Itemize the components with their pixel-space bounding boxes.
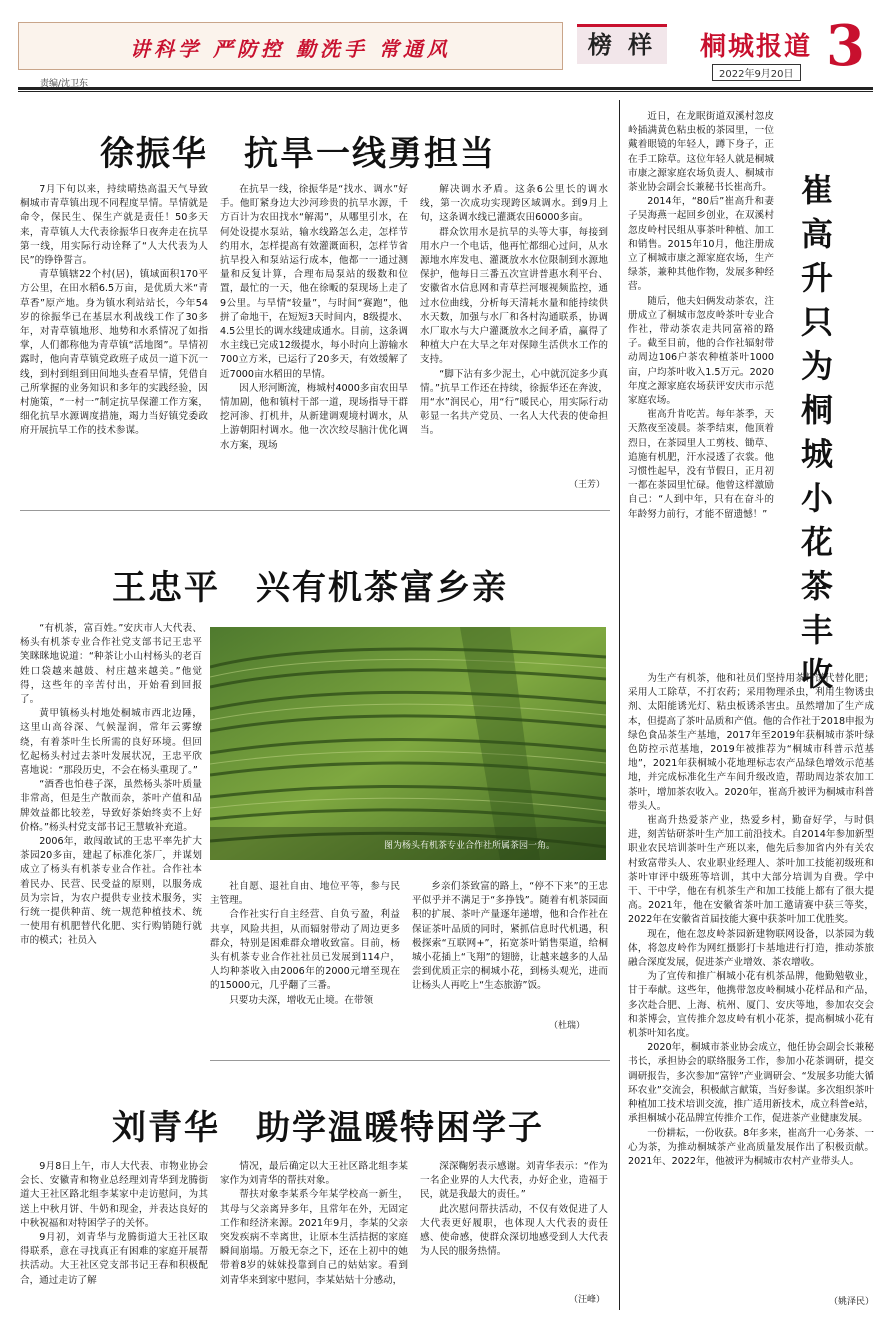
column-divider: [619, 100, 620, 1310]
article1-col1: [20, 183, 208, 503]
divider-2: [210, 1060, 610, 1061]
slogan-text: 讲科学 严防控 勤洗手 常通风: [130, 37, 451, 61]
paragraph: 随后，他夫妇俩发动茶农，注册成立了桐城市忽皮岭茶叶专业合作社，带动茶农走共同富裕的路子。截至目前，他的合作社辐射带动周边106户茶农种植茶叶1000亩，户均茶叶收入1.5万元。2020年度之源家庭农场获评安庆市示范家庭农场。: [628, 295, 774, 407]
paragraph: 社自愿、退社自由、地位平等，参与民主管理。: [210, 881, 400, 907]
article2-col2: [210, 880, 400, 1080]
section-text: 榜 样: [587, 31, 657, 59]
article2-col3: [412, 880, 608, 1035]
paragraph: 乡亲们茶致富的路上，“停不下来”的王忠平似乎并不满足于“多挣钱”。随着有机茶园面积的扩展、茶叶产量逐年递增，他和合作社在保证茶叶品质的同时，紧抓信息时代机遇，积极探索“互联网+”，拓宽茶叶销售渠道，给桐城小花插上“飞翔”的翅膀，让越来越多的人品尝到优质正宗的桐城小花，到杨头观光，进而让杨头人再吃上“生态旅游”饭。: [412, 881, 608, 992]
paragraph: 黄甲镇杨头村地处桐城市西北边陲，这里山高谷深、气候湿润，常年云雾缭绕，有着茶叶生长所需的良好环境。但回忆起杨头村过去茶叶发展状况，王忠平欣喜地说：“那段历史，不会在杨头重现了。”: [20, 708, 202, 777]
paragraph: 7月下旬以来，持续晴热高温天气导致桐城市青草镇出现不同程度旱情。旱情就是命令，保民生、保生产就是责任！50多天来，青草镇人大代表徐振华日夜奔走在抗旱第一线，用实际行动诠释了“人大代表为人民”的铮铮誓言。: [20, 184, 208, 267]
paragraph: 青草镇辖22个村(居)，镇域面积170平方公里，在田水稻6.5万亩，是优质大米“青草香”原产地。身为镇水利站站长，今年54岁的徐振华已在基层水利战线工作了30多年，对青草镇地形、地势和水系情况了如指掌，人们都称他为青草镇“活地图”。旱情初露时，他向青草镇党政班子成员一道下沉一线，到村到组到田间地头查看旱情，凭借自己所掌握的业务知识和多年的实践经验，因村施策，“一村一”制定抗旱保灌工作方案，细化抗旱水源调度措施，竭力当好镇党委政府开展抗旱工作的技术参谋。: [20, 269, 208, 437]
paragraph: 9月8日上午，市人大代表、市物业协会会长、安徽青和物业总经理刘青华到龙腾街道大王社区路北组李某家中走访慰问，为其送上中秋月饼、牛奶和现金，并表达良好的中秋祝福和对特困学子的关怀。: [20, 1161, 208, 1229]
article4-col-bottom: [628, 672, 874, 1292]
paragraph: 因人形河断流，梅城村4000多亩农田旱情加剧，他和镇村干部一道，现场指导干群挖河渗、打机井，从新建调观境村调水，从上游朝阳村调水。他一次次绞尽脑汁优化调水方案，现场: [220, 382, 408, 451]
divider-1: [20, 510, 610, 511]
article1-col3: [420, 183, 608, 473]
paragraph: 崔高升热爱茶产业，热爱乡村，勤奋好学，与时俱进，刻苦钻研茶叶生产加工前沿技术。自2014年参加新型职业农民培训茶叶生产班以来，他先后参加省内外有关农村致富带头人、农业职业经理人、茶叶加工技能初级班和茶叶审评中级班等培训，其中大部分培训为自费。学中干、干中学，他在有机茶生产和加工技能上都有了很大提高。2021年，他在安徽省茶叶加工邀请赛中获三等奖，2022年在安徽省首届技能大赛中获茶叶加工优胜奖。: [628, 815, 874, 926]
paragraph: 2020年，桐城市茶业协会成立，他任协会副会长兼秘书长，承担协会的联络服务工作，参加小花茶调研，提交调研报告，多次参加“富锌”产业调研会、“发展多功能大循环农业”交流会，积极献言献策，当好参谋。多次组织茶叶种植加工技术培训交流，推广适用新技术，成立科普e站，承担桐城小花品牌宣传推介工作，促进茶产业健康发展。: [628, 1042, 874, 1125]
headline-cui-gaosheng: 崔高升 只为桐城小花茶丰收: [800, 171, 866, 693]
paragraph: “有机茶，富百姓。”安庆市人大代表、杨头有机茶专业合作社党支部书记王忠平笑眯眯地说道：“种茶让小山村杨头的老百姓口袋越来越鼓、村庄越来越美。”他觉得，这些年的辛苦付出，开始看到回报了。: [20, 623, 202, 706]
paragraph: “脚下沾有多少泥土，心中就沉淀多少真情。”抗旱工作还在持续，徐振华还在奔波，用“水”润民心，用“行”暖民心，用实际行动彰显一名共产党员、一名人大代表的使命担当。: [420, 368, 608, 437]
paragraph: 崔高升肯吃苦。每年茶季，天天熬夜至凌晨。茶季结束，他顶着烈日，在茶园里人工剪枝、锄草、追施有机肥，汗水浸透了衣裳。他习惯性起早，没有节假日，正月初一都在茶园里忙碌。他曾这样激励自己：“人到中年，只有在奋斗的年龄努力前行，才能不留遗憾！”: [628, 409, 774, 520]
tea-garden-image: [210, 627, 606, 860]
issue-date: 2022年9月20日: [712, 64, 801, 81]
paragraph: 2006年，敢闯敢试的王忠平率先扩大茶园20多亩，建起了标准化茶厂，并谋划成立了杨头有机茶专业合作社。合作社本着民办、民营、民受益的原则，以服务成员为宗旨，为农户提供专业技术服务，实行统一提供种苗、统一规范种植技术、统一使用有机肥替代化肥、实行购销随行就市的模式；社员入: [20, 836, 202, 947]
tea-garden-photo: [210, 627, 606, 860]
paragraph: 在抗旱一线，徐振华是“找水、调水”好手。他盯紧身边大沙河珍贵的抗旱水源，千方百计为农田找水“解渴”，从哪里引水，在何处设提水泵站，输水线路怎么走，怎样节约用水，怎样提高有效灌溉面积，怎样节省抗旱投入和泵站运行成本，他都一一通过测量和反复计算，合理布局泵站的级数和位置，最忙的一天，他在徐畈的泵现场上走了9公里。与旱情“较量”，与时间“赛跑”，他拼了命地干，在短短3天时间内，8级提水、4.5公里长的调水线建成通水。目前，这条调水主线已完成12级提水，每小时向上游输水700立方米，已运行了20多天，有效缓解了近7000亩水稻田的旱情。: [220, 184, 408, 380]
paragraph: 合作社实行自主经营、自负亏盈，利益共享，风险共担，从而辐射带动了周边更多群众，特别是困难群众增收致富。目前，杨头有机茶专业合作社社员已发展到114户，人均种茶收入由2006年的2000元增至现在的15000元，几乎翻了三番。: [210, 909, 400, 992]
headline-liu-qinghua: 刘青华 助学温暖特困学子: [112, 1108, 544, 1148]
headline-xu-zhenhua: 徐振华 抗旱一线勇担当: [100, 134, 496, 174]
article3-col1: [20, 1160, 208, 1310]
article2-byline: （杜瑞）: [548, 1021, 585, 1031]
section-label: [577, 24, 667, 64]
paragraph: 此次慰问帮扶活动，不仅有效促进了人大代表更好履职，也体现人大代表的责任感、使命感，使群众深切地感受到人大代表为人民的服务热情。: [420, 1203, 608, 1258]
article3-col3: [420, 1160, 608, 1290]
paragraph: 群众饮用水是抗旱的头等大事，每接到用水户一个电话，他再忙都细心过问，从水源地水库发电、灌溉放水水位限制到水源地保护，他每日三番五次宣讲普惠水利平台、安徽省水信息网和青草拦河堰视频监控，通过水位曲线，分析每天清耗水量和能持续供水天数，加强与水厂和各村沟通联系，协调水厂取水与大户灌溉放水之间矛盾，赢得了种植大户在大旱之年对保障生活供水工作的支持。: [420, 226, 608, 366]
page-number: 3: [826, 13, 865, 79]
editor-credit: 责编/沈卫东: [40, 79, 89, 89]
paragraph: 2014年，“80后”崔高升和妻子吴海燕一起回乡创业，在双溪村忽皮岭村民组从事茶叶种植、加工和销售。2015年10月，他注册成立了桐城市康之源家庭农场，生产绿茶，兼种其他作物，发展多种经营。: [628, 196, 774, 293]
paragraph: 近日，在龙眠街道双溪村忽皮岭插满黄色粘虫板的茶园里，一位戴着眼镜的年轻人，蹲下身子，正在手工除草。这位年轻人就是桐城市康之源家庭农场负责人、桐城市茶业协会副会长兼秘书长崔高升。: [628, 111, 774, 194]
paragraph: 只要功夫深，增收无止境。在带领: [229, 994, 374, 1006]
article1-byline: （王芳）: [568, 480, 605, 490]
photo-caption: 图为杨头有机茶专业合作社所属茶园一角。: [384, 841, 556, 851]
article1-col2: [220, 183, 408, 503]
paragraph: 为生产有机茶，他和社员们坚持用茶籽饼代替化肥；采用人工除草，不打农药；采用物理杀虫，利用生物诱虫剂、太阳能诱光灯、粘虫板诱杀害虫。虽然增加了生产成本，但提高了茶叶品质和产值。他的合作社于2018申报为绿色食品茶生产基地，2017年至2019年获桐城市茶叶绿色防控示范基地，2019年被推荐为“桐城市科普示范基地”，2021年获桐城小花地理标志农产品绿色增效示范基地，并完成标准化生产车间升级改造，帮助周边茶农加工茶叶，增加茶农收入。2020年，崔高升被评为桐城市科普带头人。: [628, 673, 874, 812]
paragraph: 情况，最后确定以大王社区路北组李某家作为刘青华的帮扶对象。: [220, 1161, 408, 1187]
article3-byline: （汪峰）: [568, 1295, 605, 1305]
paragraph: 为了宣传和推广桐城小花有机茶品牌，他勤勉敬业，甘于奉献。这些年，他携带忽皮岭桐城小花样品和产品，多次赴合肥、上海、杭州、厦门、安庆等地，参加农交会和茶博会，宣传推介忽皮岭有机小花茶，提高桐城小花有机茶叶知名度。: [628, 971, 874, 1040]
article4-col-top: [628, 110, 774, 668]
paper-name: 桐城报道: [700, 32, 813, 62]
paragraph: “酒香也怕巷子深，虽然杨头茶叶质量非常高，但是生产散而杂，茶叶产值和品牌效益都比较差，导致好茶始终卖不上好价格。”杨头村党支部书记王慧敏补充道。: [20, 779, 202, 833]
top-rule-thin: [18, 91, 873, 92]
paragraph: 一份耕耘，一份收获。8年多来，崔高升一心务茶、一心为茶，为推动桐城茶产业高质量发展作出了积极贡献。2021年、2022年，他被评为桐城市农村产业带头人。: [628, 1127, 874, 1167]
paragraph: 帮扶对象李某系今年某学校高一新生，其母与父亲离异多年，且常年在外，无固定工作和经济来源。2021年9月，李某的父亲突发疾病不幸离世，让原本生活拮据的家庭瞬间崩塌。万般无奈之下，还在上初中的她带着8岁的妹妹投靠到自己的姑姑家。看到刘青华来到家中慰问，李某姑姑十分感动，: [220, 1189, 408, 1286]
slogan-banner: [18, 22, 563, 70]
paragraph: 解决调水矛盾。这条6公里长的调水线，第一次成功实现跨区域调水。到9月上旬，这条调水线已灌溉农田6000多亩。: [420, 184, 608, 224]
article3-col2: [220, 1160, 408, 1310]
paragraph: 深深鞠躬表示感谢。刘青华表示：“作为一名企业界的人大代表，办好企业，造福于民，就是我最大的责任。”: [420, 1161, 608, 1201]
top-rule: [18, 87, 873, 90]
headline-wang-zhongping: 王忠平 兴有机茶富乡亲: [112, 568, 508, 608]
article4-byline: （姚泽民）: [828, 1297, 874, 1307]
paragraph: 9月初，刘青华与龙腾街道大王社区取得联系，意在寻找真正有困难的家庭开展帮扶活动。大王社区党支部书记王春和积极配合，通过走访了解: [20, 1232, 208, 1286]
paragraph: 现在，他在忽皮岭茶园新建物联网设备，以茶园为载体，将忽皮岭作为网红摄影打卡基地进行打造，推动茶旅融合深度发展，促进茶产业增效、茶农增收。: [628, 928, 874, 969]
